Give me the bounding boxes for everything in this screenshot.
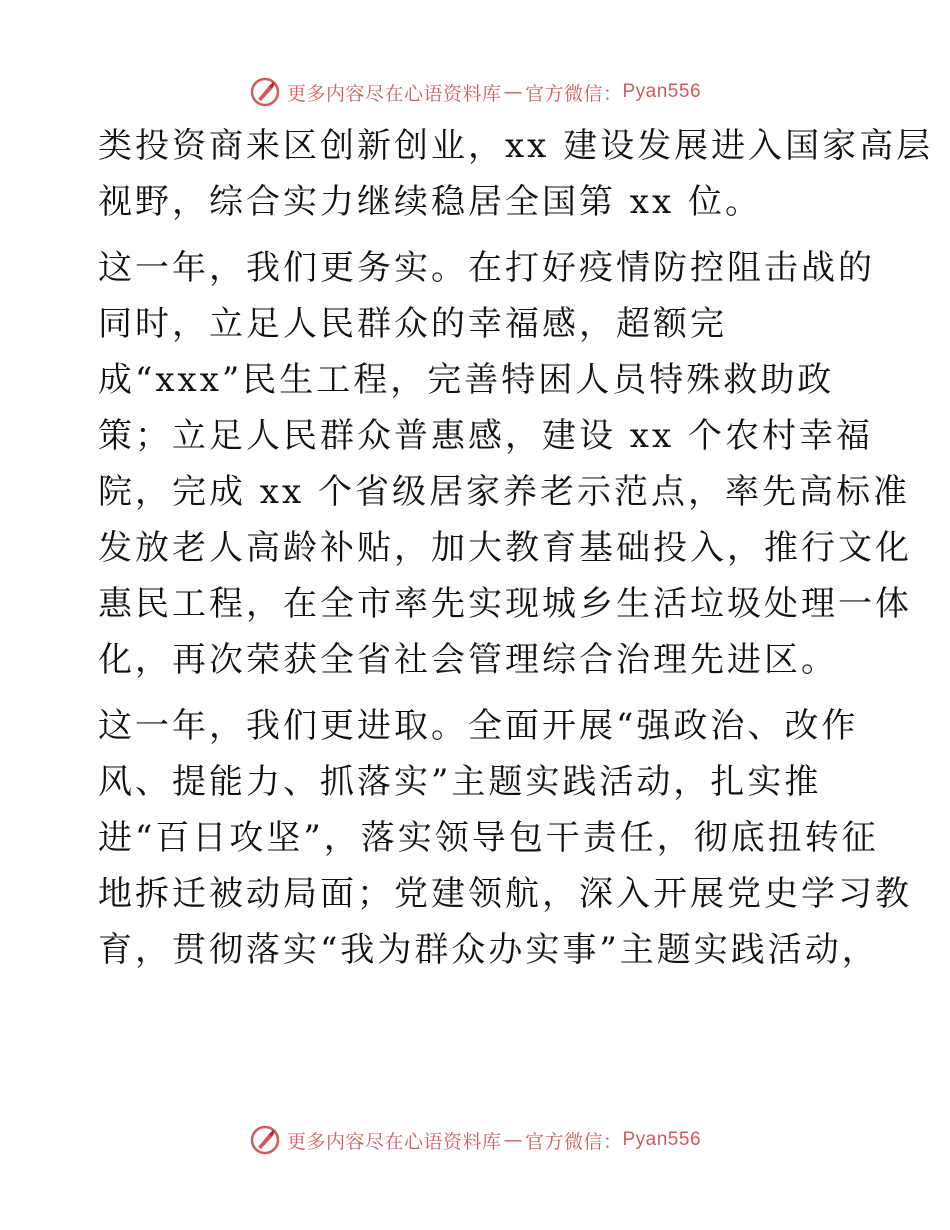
text-line: 同时，立足人民群众的幸福感，超额完 <box>98 304 727 344</box>
watermark-footer <box>0 1120 950 1160</box>
text-line: 这一年，我们更进取。全面开展“强政治、改作 <box>98 706 859 746</box>
document-body <box>98 118 934 978</box>
paragraph <box>98 698 912 978</box>
text-line: 成“xxx”民生工程，完善特困人员特殊救助政 <box>98 360 835 400</box>
watermark-text: 更多内容尽在心语资料库 <box>286 1130 502 1153</box>
pen-logo-icon <box>249 1124 281 1156</box>
text-line: 这一年，我们更务实。在打好疫情防控阻击战的 <box>98 248 875 288</box>
text-line: 发放老人高龄补贴，加大教育基础投入，推行文化 <box>98 528 912 568</box>
watermark-header <box>0 72 950 112</box>
text-line: 进“百日攻坚”，落实领导包干责任，彻底扭转征 <box>98 818 879 858</box>
watermark-wechat-label: 官方微信： <box>524 82 623 105</box>
watermark-wechat-id: Pyan556 <box>622 81 702 102</box>
text-line: 策；立足人民群众普惠感，建设 xx 个农村幸福 <box>98 416 873 456</box>
paragraph <box>98 240 912 688</box>
watermark-wechat-label: 官方微信： <box>524 1130 623 1153</box>
text-line: 育，贯彻落实“我为群众办实事”主题实践活动， <box>98 930 879 970</box>
watermark-text: 更多内容尽在心语资料库 <box>286 82 502 105</box>
watermark-wechat-id: Pyan556 <box>622 1129 702 1150</box>
text-line: 惠民工程，在全市率先实现城乡生活垃圾处理一体 <box>98 584 912 624</box>
text-line: 视野，综合实力继续稳居全国第 xx 位。 <box>98 182 762 222</box>
pen-logo-icon <box>249 76 281 108</box>
text-line: 化，再次荣获全省社会管理综合治理先进区。 <box>98 640 838 680</box>
paragraph <box>98 118 934 230</box>
watermark-separator: — <box>503 1129 523 1151</box>
text-line: 院，完成 xx 个省级居家养老示范点，率先高标准 <box>98 472 910 512</box>
text-line: 类投资商来区创新创业，xx 建设发展进入国家高层 <box>98 126 934 166</box>
watermark-separator: — <box>503 81 523 103</box>
text-line: 地拆迁被动局面；党建领航，深入开展党史学习教 <box>98 874 912 914</box>
text-line: 风、提能力、抓落实”主题实践活动，扎实推 <box>98 762 822 802</box>
